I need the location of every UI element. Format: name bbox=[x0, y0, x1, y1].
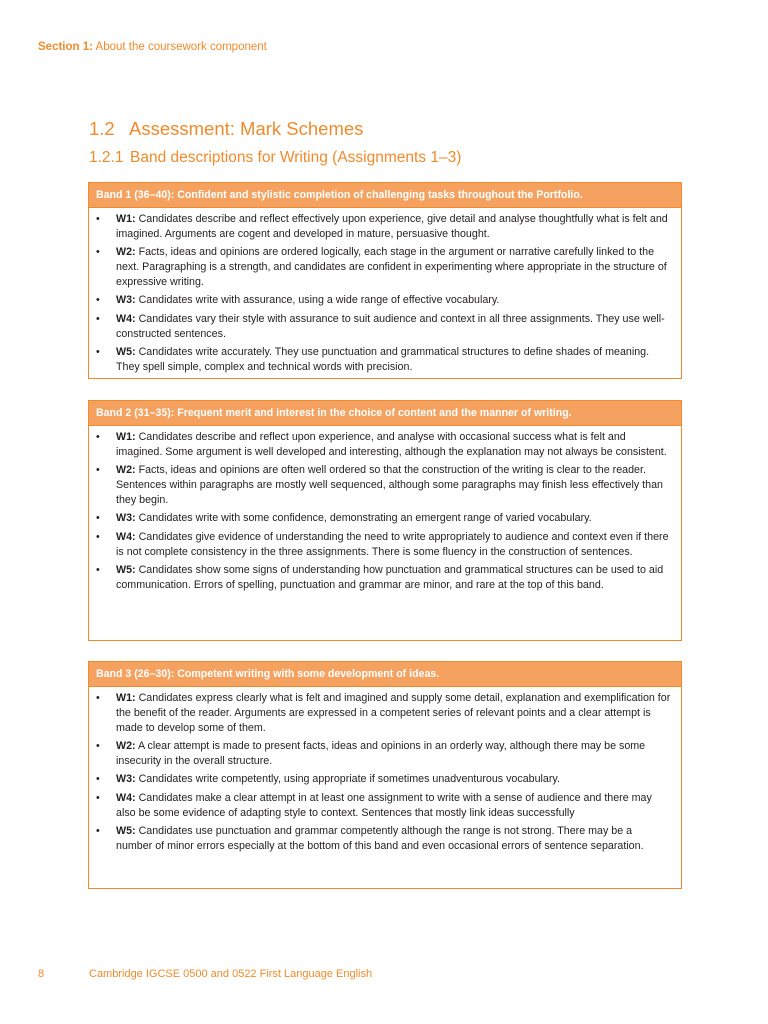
bullet: • bbox=[96, 563, 100, 576]
criterion-code: W3: bbox=[116, 773, 136, 786]
criterion-item bbox=[96, 212, 671, 242]
band-2-criteria-list bbox=[89, 426, 681, 596]
criterion-code: W5: bbox=[116, 563, 136, 576]
band-3-title: Band 3 (26–30): Competent writing with some development of ideas. bbox=[89, 662, 681, 687]
criterion-code: W3: bbox=[116, 512, 136, 525]
criterion-code: W1: bbox=[116, 692, 136, 704]
bullet: • bbox=[96, 512, 100, 525]
criterion-item bbox=[96, 245, 671, 290]
criterion-code: W4: bbox=[116, 530, 136, 543]
criterion-text: Candidates give evidence of understanding the need to write appropriately to audience and context even if there is not complete consistency in the three assignments. There is some fluency in the construction of sentences. bbox=[116, 530, 669, 558]
criterion-text: Candidates describe and reflect upon experience, and analyse with occasional success what is felt and imagined. Some argument is well developed and interesting, although the explanation may not always be consistent. bbox=[116, 431, 667, 458]
criterion-item bbox=[96, 511, 671, 526]
criterion-code: W3: bbox=[116, 294, 136, 307]
criterion-item bbox=[96, 739, 671, 769]
subheading-number: 1.2.1 bbox=[89, 149, 124, 166]
criterion-text: A clear attempt is made to present facts, ideas and opinions in an orderly way, although there may be some insecurity in the overall structure. bbox=[116, 740, 646, 768]
page-number: 8 bbox=[38, 968, 45, 980]
page-heading bbox=[89, 118, 363, 140]
criterion-text: Candidates show some signs of understanding how punctuation and grammatical structures can be used to aid communication. Errors of spelling, punctuation and grammar are minor, and rare at the top of this band. bbox=[116, 563, 664, 591]
criterion-item bbox=[96, 772, 671, 787]
criterion-text: Candidates vary their style with assurance to suit audience and context in all three assignments. They use well-constructed sentences. bbox=[116, 312, 665, 340]
criterion-item bbox=[96, 430, 671, 460]
bullet: • bbox=[96, 246, 100, 259]
criterion-code: W2: bbox=[116, 740, 136, 753]
band-2-box bbox=[88, 400, 682, 641]
bullet: • bbox=[96, 773, 100, 786]
criterion-text: Facts, ideas and opinions are ordered logically, each stage in the argument or narrative carefully linked to the next. Paragraphing is a strength, and candidates are confident in experimenting where appropriate in the structure of expressive writing. bbox=[116, 246, 667, 289]
criterion-text: Candidates write competently, using appropriate if sometimes unadventurous vocabulary. bbox=[135, 773, 560, 786]
criterion-code: W2: bbox=[116, 246, 136, 259]
bullet: • bbox=[96, 345, 100, 358]
criterion-text: Candidates make a clear attempt in at least one assignment to write with a sense of audience and there may also be some evidence of adapting style to context. Sentences that mostly link ideas successfully bbox=[116, 791, 652, 819]
running-head bbox=[38, 41, 267, 53]
band-3-box bbox=[88, 661, 682, 889]
criterion-code: W4: bbox=[116, 312, 136, 325]
bullet: • bbox=[96, 530, 100, 543]
bullet: • bbox=[96, 692, 100, 704]
criterion-item bbox=[96, 293, 671, 308]
bullet: • bbox=[96, 213, 100, 225]
criterion-text: Candidates describe and reflect effectively upon experience, give detail and analyse thoughtfully what is felt and imagined. Arguments are cogent and developed in mature, persuasive thought. bbox=[116, 213, 668, 240]
criterion-text: Facts, ideas and opinions are often well ordered so that the construction of the writing is clear to the reader. Sentences within paragraphs are mostly well sequenced, although some paragraphs may finish less effectively than they begin. bbox=[116, 464, 663, 507]
criterion-text: Candidates write with some confidence, demonstrating an emergent range of varied vocabulary. bbox=[135, 512, 592, 525]
criterion-item bbox=[96, 563, 671, 593]
criterion-item bbox=[96, 824, 671, 854]
criterion-code: W1: bbox=[116, 213, 136, 225]
running-head-section: Section 1: bbox=[38, 41, 93, 53]
page-subheading bbox=[89, 149, 461, 167]
bullet: • bbox=[96, 740, 100, 753]
criterion-code: W4: bbox=[116, 791, 136, 804]
band-1-title: Band 1 (36–40): Confident and stylistic completion of challenging tasks throughout the Portfolio. bbox=[89, 183, 681, 208]
criterion-text: Candidates use punctuation and grammar competently although the range is not strong. There may be a number of minor errors especially at the bottom of this band and even occasional errors of sentence separation. bbox=[116, 824, 644, 852]
bullet: • bbox=[96, 312, 100, 325]
criterion-code: W2: bbox=[116, 464, 136, 477]
band-3-criteria-list bbox=[89, 687, 681, 857]
criterion-code: W5: bbox=[116, 824, 136, 837]
band-1-criteria-list bbox=[89, 208, 681, 378]
heading-title: Assessment: Mark Schemes bbox=[129, 118, 364, 139]
criterion-text: Candidates express clearly what is felt and imagined and supply some detail, explanation and exemplification for the benefit of the reader. Arguments are expressed in a competent series of relevant points and a clear attempt is made to develop some of them. bbox=[116, 692, 671, 734]
criterion-item bbox=[96, 791, 671, 821]
bullet: • bbox=[96, 791, 100, 804]
subheading-title: Band descriptions for Writing (Assignments 1–3) bbox=[130, 149, 462, 166]
bullet: • bbox=[96, 431, 100, 443]
band-1-box bbox=[88, 182, 682, 379]
bullet: • bbox=[96, 294, 100, 307]
criterion-code: W1: bbox=[116, 431, 136, 443]
criterion-item bbox=[96, 691, 671, 736]
band-2-title: Band 2 (31–35): Frequent merit and interest in the choice of content and the manner of writing. bbox=[89, 401, 681, 426]
criterion-text: Candidates write with assurance, using a wide range of effective vocabulary. bbox=[135, 294, 500, 307]
criterion-code: W5: bbox=[116, 345, 136, 358]
criterion-item bbox=[96, 345, 671, 375]
running-head-title: About the coursework component bbox=[95, 41, 267, 53]
bullet: • bbox=[96, 824, 100, 837]
heading-number: 1.2 bbox=[89, 118, 115, 139]
criterion-item bbox=[96, 530, 671, 560]
criterion-item bbox=[96, 463, 671, 508]
criterion-text: Candidates write accurately. They use punctuation and grammatical structures to define shades of meaning. They spell simple, complex and technical words with precision. bbox=[116, 345, 650, 373]
criterion-item bbox=[96, 312, 671, 342]
bullet: • bbox=[96, 464, 100, 477]
footer-title: Cambridge IGCSE 0500 and 0522 First Language English bbox=[89, 968, 373, 980]
